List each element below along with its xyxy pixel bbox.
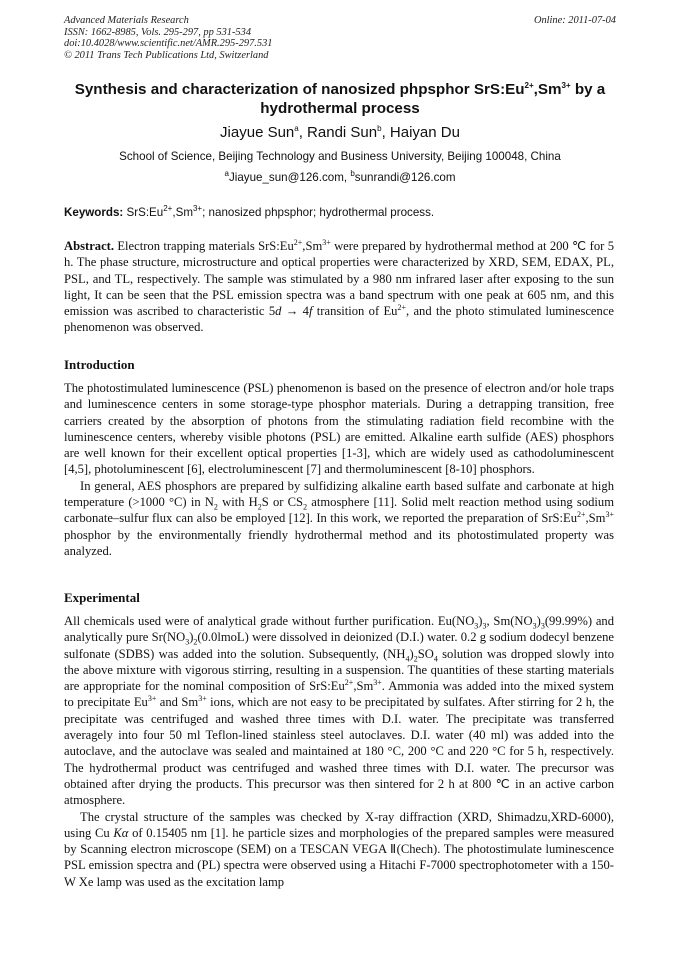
experimental-body <box>64 613 614 890</box>
keywords: Keywords: $SrS:Eu^{2+},Sm^{3+}$; nanosized phpsphor; hydrothermal process. <box>64 204 435 219</box>
introduction-body <box>64 380 614 559</box>
affiliation: School of Science, Beijing Technology and Business University, Beijing 100048, China <box>119 150 561 163</box>
journal-header <box>64 15 616 61</box>
exp-paragraph-1: All chemicals used were of analytical grade without further purification. $Eu(NO_3)_3$, $Sm(NO_3)_3(99.99\%)$ and analytically pure $Sr(NO_3)_2(0.0lmoL)$ were dissolved in deionized (D.I.) water. 0.2 g sodium dodecyl benzene sulfonate (SDBS) was added into the solution. Subsequently, $(NH_4)_2SO_4$ solution was dropped slowly into the above mixture with vigorous stirring, resulting in a suspension. The quantities of these starting materials are appropriate for the nominal composition of $SrS:Eu^{2+},Sm^{3+}$. Ammonia was added into the mixed system to precipitate $Eu^{3+}$ and $Sm^{3+}$ ions, which are not easy to be precipitated by sulfates. After stirring for 2 h, the precipitate was centrifuged and washed three times with D.I. water. The precipitate was transferred averagely into four 50 ml Teflon-lined stainless steel autoclaves. D.I. water (40 ml) was added into the autoclave, and the autoclave was sealed and maintained at 180 °C, 200 °C and 220 °C for 5 h, respectively. The hydrothermal product was centrifuged and washed three times with D.I. water. The precursor was obtained after drying the products. This precursor was then sintered for 2 h at 800 ℃ in an active carbon atmosphere. <box>64 614 615 808</box>
doi-line: doi:10.4028/www.scientific.net/AMR.295-297.531 <box>64 38 273 50</box>
online-date: Online: 2011-07-04 <box>533 15 616 26</box>
journal-name: Advanced Materials Research <box>64 15 189 26</box>
author-emails: $^a$Jiayue_sun@126.com, $^b$sunrandi@126.com <box>224 169 456 184</box>
paper-title: Synthesis and characterization of nanosized phpsphor $SrS:Eu^{2+},Sm^{3+}$ by a hydrothermal process <box>74 80 606 117</box>
author-list: Jiayue Sun$^a$, Randi Sun$^b$, Haiyan Du <box>220 124 460 141</box>
introduction-heading: Introduction <box>64 357 135 372</box>
experimental-heading: Experimental <box>64 590 140 605</box>
abstract: Abstract. Electron trapping materials $SrS:Eu^{2+},Sm^{3+}$ were prepared by hydrothermal method at 200 ℃ for 5 h. The phase structure, microstructure and optical properties were characterized by XRD, SEM, EDAX, PL, PSL, and TL, respectively. The sample was stimulated by a 980 nm infrared laser after exposing to the sun light, It can be seen that the PSL emission spectra was a band spectrum with one peak at 605 nm, and this emission was ascribed to characteristic 5d → 4f transition of $Eu^{2+}$, and the photo stimulated luminescence phenomenon was observed. <box>64 237 614 335</box>
intro-paragraph-1: The photostimulated luminescence (PSL) phenomenon is based on the presence of electron and/or hole traps and luminescence centers in some storage-type phosphor materials. During a detrapping transition, free carriers created by the absorption of photons from the stimulating radiation field recombine with the luminescence centers, whereby visible photons (PSL) are emitted. Alkaline earth sulfide (AES) phosphors are well known for their excellent optical properties [1-3], which are widely used as cathodoluminescent [4,5], photoluminescent [6], electroluminescent [7] and thermoluminescent [8-10] phosphors. <box>64 381 614 477</box>
issn-line: ISSN: 1662-8985, Vols. 295-297, pp 531-534 <box>64 26 252 38</box>
exp-paragraph-2: The crystal structure of the samples was checked by X-ray diffraction (XRD, Shimadzu,XRD-6000), using Cu Kα of 0.15405 nm [1]. he particle sizes and morphologies of the prepared samples were measured by Scanning electron microscope (SEM) on a TESCAN VEGA Ⅱ(Chech). The photostimulate luminescence PSL emission spectra and (PL) spectra were observed using a Hitachi F-7000 spectrophotometer with a 150-W Xe lamp was used as the excitation lamp <box>64 809 614 889</box>
copyright-line: © 2011 Trans Tech Publications Ltd, Switzerland <box>64 49 269 61</box>
intro-paragraph-2: In general, AES phosphors are prepared by sulfidizing alkaline earth based sulfate and carbonate at high temperature (>1000 °C) in $N_2$ with $H_2S$ or $CS_2$ atmosphere [11]. Solid melt reaction method using sodium carbonate–sulfur flux can also be employed [12]. In this work, we reported the preparation of $SrS:Eu^{2+},Sm^{3+}$ phosphor by the environmentally friendly hydrothermal method and its photostimulated property was analyzed. <box>64 478 615 558</box>
